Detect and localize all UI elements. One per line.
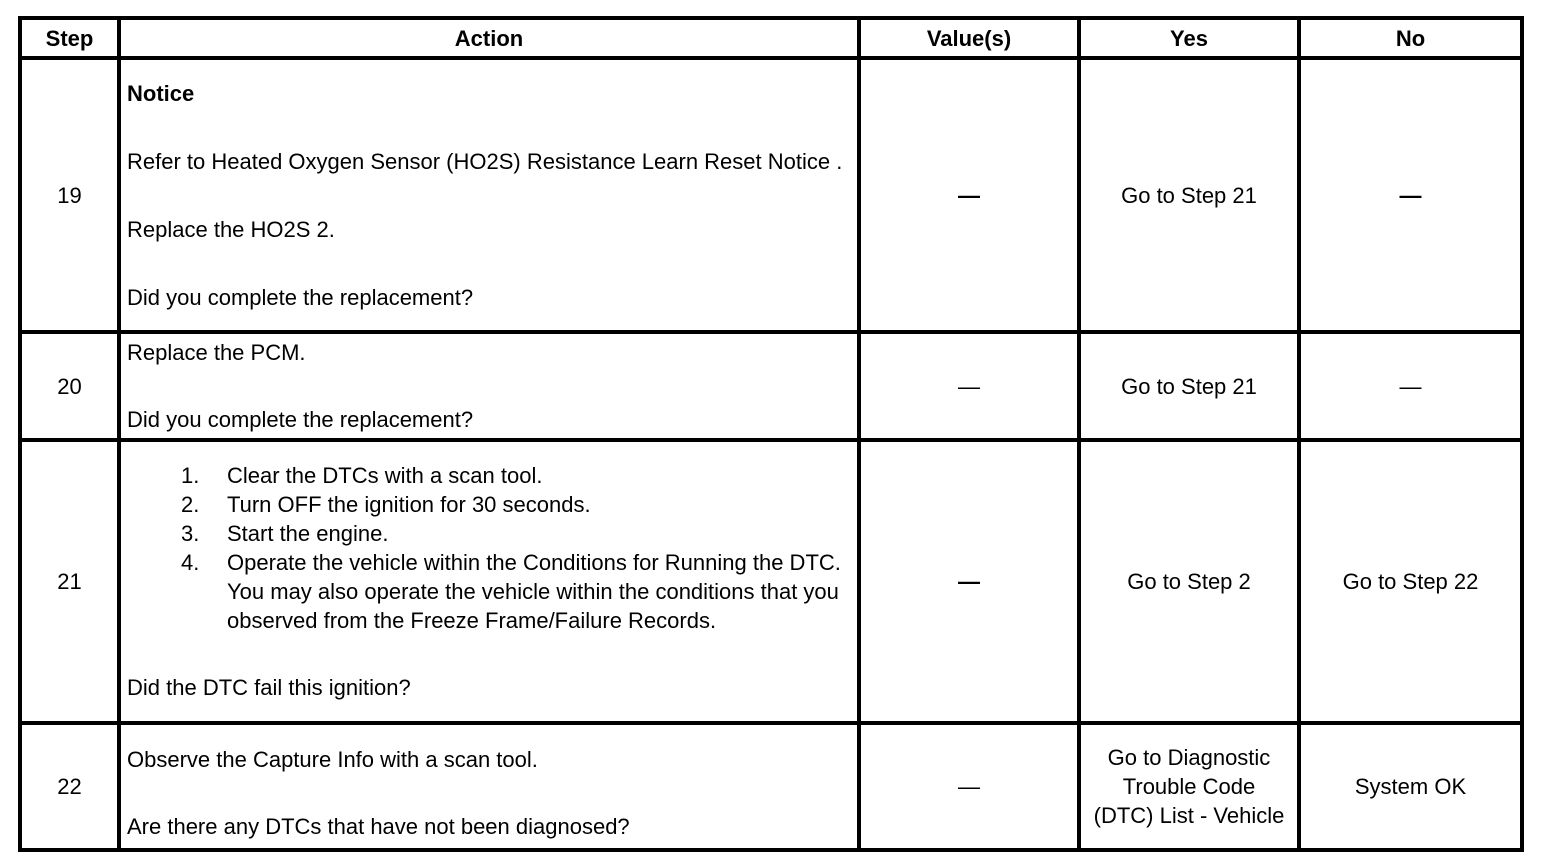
no-cell: System OK [1299, 723, 1522, 850]
list-item-number: 3. [181, 521, 200, 546]
header-no: No [1299, 18, 1522, 58]
yes-link[interactable]: Go to Step 21 [1079, 58, 1299, 332]
step-number: 22 [20, 723, 119, 850]
yes-link[interactable]: Go to Diagnostic Trouble Code (DTC) List - Vehicle [1079, 723, 1299, 850]
value-cell: — [859, 332, 1079, 440]
header-step: Step [20, 18, 119, 58]
list-item [181, 548, 851, 635]
action-cell [119, 58, 859, 332]
notice-text: Refer to Heated Oxygen Sensor (HO2S) Resistance Learn Reset Notice . [127, 148, 843, 174]
list-item-number: 1. [181, 463, 200, 488]
action-question: Did you complete the replacement? [127, 407, 474, 432]
yes-link[interactable]: Go to Step 21 [1079, 332, 1299, 440]
header-yes: Yes [1079, 18, 1299, 58]
value-cell: — [859, 58, 1079, 332]
list-item-number: 4. [181, 550, 200, 575]
action-question: Did you complete the replacement? [127, 284, 474, 310]
list-item-text: Clear the DTCs with a scan tool. [227, 463, 543, 488]
header-action: Action [119, 18, 859, 58]
no-link[interactable]: Go to Step 22 [1299, 440, 1522, 723]
action-steps-list [127, 461, 851, 635]
action-cell [119, 440, 859, 723]
value-cell: — [859, 723, 1079, 850]
list-item [181, 519, 851, 548]
action-instruction: Replace the PCM. [127, 340, 306, 365]
action-question: Are there any DTCs that have not been diagnosed? [127, 813, 630, 839]
table-row [20, 58, 1522, 332]
action-cell [119, 723, 859, 850]
step-number: 20 [20, 332, 119, 440]
list-item-text: Start the engine. [227, 521, 389, 546]
table-row [20, 440, 1522, 723]
list-item [181, 461, 851, 490]
step-number: 19 [20, 58, 119, 332]
yes-link[interactable]: Go to Step 2 [1079, 440, 1299, 723]
no-cell: — [1299, 58, 1522, 332]
value-cell: — [859, 440, 1079, 723]
list-item-text: Operate the vehicle within the Conditions for Running the DTC. You may also operate the vehicle within the conditions that you observed from the Freeze Frame/Failure Records. [227, 550, 841, 633]
action-instruction: Replace the HO2S 2. [127, 216, 335, 242]
no-cell: — [1299, 332, 1522, 440]
list-item-number: 2. [181, 492, 200, 517]
action-instruction: Observe the Capture Info with a scan tool. [127, 746, 538, 772]
step-number: 21 [20, 440, 119, 723]
header-row [20, 18, 1522, 58]
list-item [181, 490, 851, 519]
table-row [20, 332, 1522, 440]
header-values: Value(s) [859, 18, 1079, 58]
diagnostic-table [18, 16, 1524, 852]
table-row [20, 723, 1522, 850]
action-question: Did the DTC fail this ignition? [127, 675, 411, 700]
action-cell [119, 332, 859, 440]
list-item-text: Turn OFF the ignition for 30 seconds. [227, 492, 591, 517]
notice-title: Notice [127, 80, 195, 106]
